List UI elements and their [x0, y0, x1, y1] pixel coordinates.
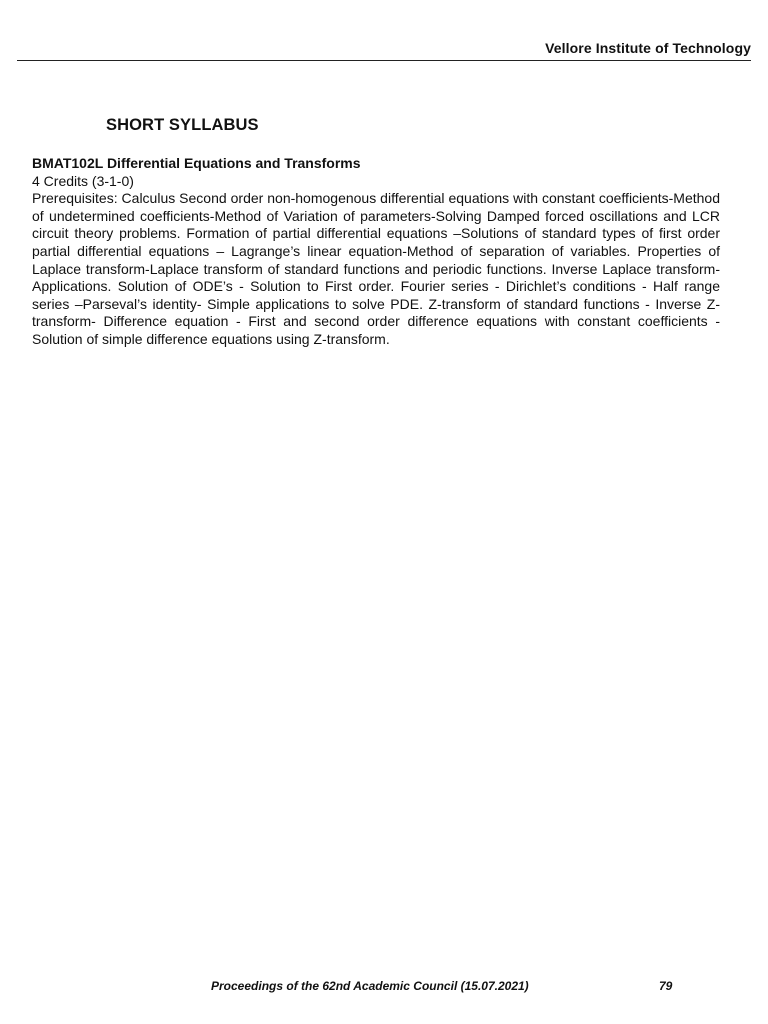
- footer-proceedings: Proceedings of the 62nd Academic Council (15.07.2021): [211, 979, 529, 993]
- section-title: SHORT SYLLABUS: [106, 116, 259, 134]
- header-institution: Vellore Institute of Technology: [545, 40, 751, 56]
- header-divider: [17, 60, 751, 61]
- page-number: 79: [659, 979, 673, 993]
- course-title: BMAT102L Differential Equations and Transforms: [32, 155, 361, 171]
- course-description: Prerequisites: Calculus Second order non-homogenous differential equations with constant coefficients-Method of undetermined coefficients-Method of Variation of parameters-Solving Damped forced oscillations and LCR circuit theory problems. Formation of partial differential equations –Solutions of standard types of first order partial differential equations – Lagrange’s linear equation-Method of separation of variables. Properties of Laplace transform-Laplace transform of standard functions and periodic functions. Inverse Laplace transform- Applications. Solution of ODE’s - Solution to First order. Fourier series - Dirichlet’s conditions - Half range series –Parseval’s identity- Simple applications to solve PDE. Z-transform of standard functions - Inverse Z-transform- Difference equation - First and second order difference equations with constant coefficients - Solution of simple difference equations using Z-transform.: [32, 190, 720, 347]
- course-credits: 4 Credits (3-1-0): [32, 172, 134, 189]
- course-block: [32, 155, 720, 349]
